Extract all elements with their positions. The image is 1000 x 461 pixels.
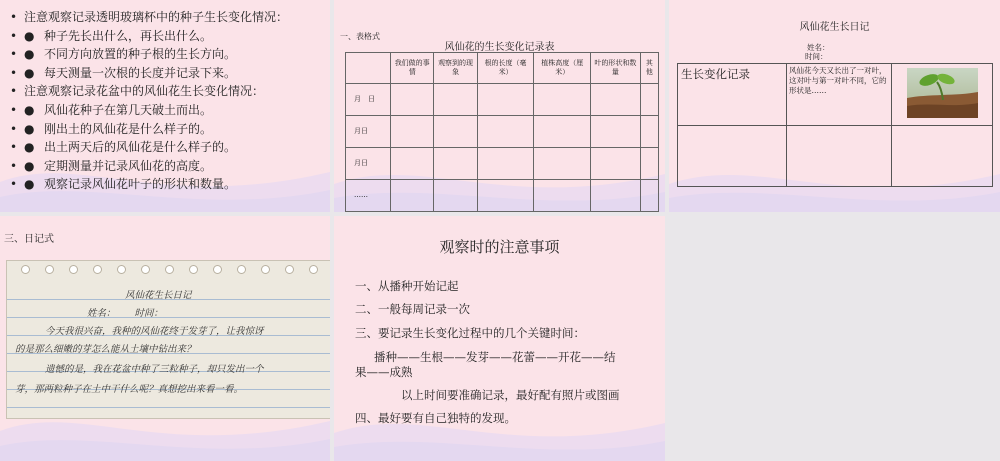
table-cell[interactable] [391, 148, 434, 180]
table-cell[interactable] [391, 180, 434, 212]
note-point: 播种——生根——发芽——花蕾——开花——结 [374, 350, 616, 364]
empty-slot [669, 216, 1000, 461]
date-cell: 月 日 [346, 84, 391, 116]
list-item: • ● 观察记录风仙花叶子的形状和数量。 [10, 177, 237, 192]
binder-hole [285, 265, 294, 274]
table-cell[interactable] [391, 84, 434, 116]
table-cell[interactable] [591, 84, 641, 116]
table-cell[interactable] [678, 126, 787, 187]
table-cell[interactable] [391, 116, 434, 148]
binder-hole [261, 265, 270, 274]
table-cell[interactable] [534, 84, 591, 116]
slide-4-diary-format[interactable] [0, 216, 330, 461]
note-line: 今天我很兴奋，我种的风仙花终于发芽了，让我惊讶 [45, 326, 264, 337]
binder-hole [237, 265, 246, 274]
table-cell[interactable] [640, 148, 658, 180]
list-item: • ● 不同方向放置的种子根的生长方向。 [10, 47, 237, 62]
binder-hole [45, 265, 54, 274]
date-cell: …… [346, 180, 391, 212]
note-point: 以上时间要准确记录，最好配有照片或图画 [401, 388, 620, 402]
table-cell[interactable] [434, 116, 477, 148]
list-item: • ● 刚出土的风仙花是什么样子的。 [10, 121, 213, 136]
slide-1-observation-checklist[interactable] [0, 0, 330, 212]
table-header: 我们做的事情 [391, 53, 434, 84]
table-cell[interactable] [434, 84, 477, 116]
note-point: 四、最好要有自己独特的发现。 [355, 411, 516, 425]
slide-2-table-format[interactable] [334, 0, 665, 212]
section-label: 三、日记式 [4, 234, 54, 245]
table-cell[interactable] [534, 148, 591, 180]
list-item: • 注意观察记录花盆中的风仙花生长变化情况： [10, 84, 265, 99]
table-row [678, 126, 993, 187]
table-cell[interactable] [434, 148, 477, 180]
table-title: 风仙花的生长变化记录表 [444, 42, 555, 53]
table-row [678, 64, 993, 126]
note-point: 二、一般每周记录一次 [355, 302, 470, 316]
table-cell[interactable] [640, 84, 658, 116]
name-label: 姓名： [807, 43, 830, 52]
list-item: • ● 种子先长出什么，再长出什么。 [10, 28, 213, 43]
binder-hole [93, 265, 102, 274]
slide-title: 观察时的注意事项 [439, 238, 560, 256]
date-cell: 月日 [346, 148, 391, 180]
table-header: 叶的形状和数量 [591, 53, 641, 84]
list-item: • ● 风仙花种子在第几天破土而出。 [10, 102, 213, 117]
table-row [346, 84, 659, 116]
table-cell[interactable] [591, 116, 641, 148]
list-item: • ● 出土两天后的风仙花是什么样子的。 [10, 140, 237, 155]
binder-hole [213, 265, 222, 274]
list-item: • ● 定期测量并记录风仙花的高度。 [10, 158, 213, 173]
table-cell[interactable] [477, 84, 534, 116]
binder-hole [21, 265, 30, 274]
binder-hole [117, 265, 126, 274]
table-header: 根的长度（毫米） [477, 53, 534, 84]
diary-title: 风仙花生长日记 [799, 22, 870, 33]
note-line: 遗憾的是，我在花盆中种了三粒种子，却只发出一个 [45, 364, 264, 375]
table-cell[interactable] [591, 180, 641, 212]
table-cell[interactable] [534, 116, 591, 148]
note-point: 一、从播种开始记起 [355, 279, 459, 293]
table-cell[interactable] [477, 116, 534, 148]
binder-hole [165, 265, 174, 274]
list-item: • 注意观察记录透明玻璃杯中的种子生长变化情况： [10, 10, 289, 24]
note-line: 的是那么细嫩的芽怎么能从土壤中钻出来？ [15, 344, 196, 355]
section-label: 一、表格式 [340, 32, 380, 41]
table-cell[interactable] [640, 116, 658, 148]
note-line: 芽，那两粒种子在土中干什么呢？真想挖出来看一看。 [15, 384, 244, 395]
binder-hole [189, 265, 198, 274]
table-header: 观察到的现象 [434, 53, 477, 84]
table-cell[interactable] [477, 180, 534, 212]
list-item: • ● 每天测量一次根的长度并记录下来。 [10, 65, 237, 80]
slide-3-growth-diary[interactable] [669, 0, 1000, 212]
date-cell: 月日 [346, 116, 391, 148]
note-meta: 姓名： 时间： [87, 308, 164, 319]
seedling-photo-icon [907, 68, 978, 118]
entry-text: 风仙花今天又长出了一对叶，这对叶与第一对叶不同，它的形状是…… [787, 64, 892, 126]
binder-hole [69, 265, 78, 274]
table-cell[interactable] [892, 126, 993, 187]
table-cell[interactable] [787, 126, 892, 187]
diary-meta [807, 43, 830, 61]
table-header [346, 53, 391, 84]
observation-list [10, 8, 288, 194]
diary-table [677, 63, 993, 187]
slide-5-observation-notes[interactable] [334, 216, 665, 461]
table-row [346, 180, 659, 212]
table-cell[interactable] [534, 180, 591, 212]
growth-record-table [345, 52, 659, 212]
photo-cell [892, 64, 993, 126]
time-label: 时间： [805, 52, 828, 61]
note-point: 果——成熟 [355, 365, 413, 379]
binder-hole [309, 265, 318, 274]
table-row [346, 148, 659, 180]
table-cell[interactable] [477, 148, 534, 180]
table-cell[interactable] [640, 180, 658, 212]
note-title: 风仙花生长日记 [125, 290, 192, 301]
row-label: 生长变化记录 [678, 64, 787, 126]
note-point: 三、要记录生长变化过程中的几个关键时间： [355, 326, 585, 340]
handwritten-note-image [6, 260, 330, 419]
table-row [346, 116, 659, 148]
table-cell[interactable] [434, 180, 477, 212]
table-header: 植株高度（厘米） [534, 53, 591, 84]
table-header: 其他 [640, 53, 658, 84]
binder-hole [141, 265, 150, 274]
table-cell[interactable] [591, 148, 641, 180]
